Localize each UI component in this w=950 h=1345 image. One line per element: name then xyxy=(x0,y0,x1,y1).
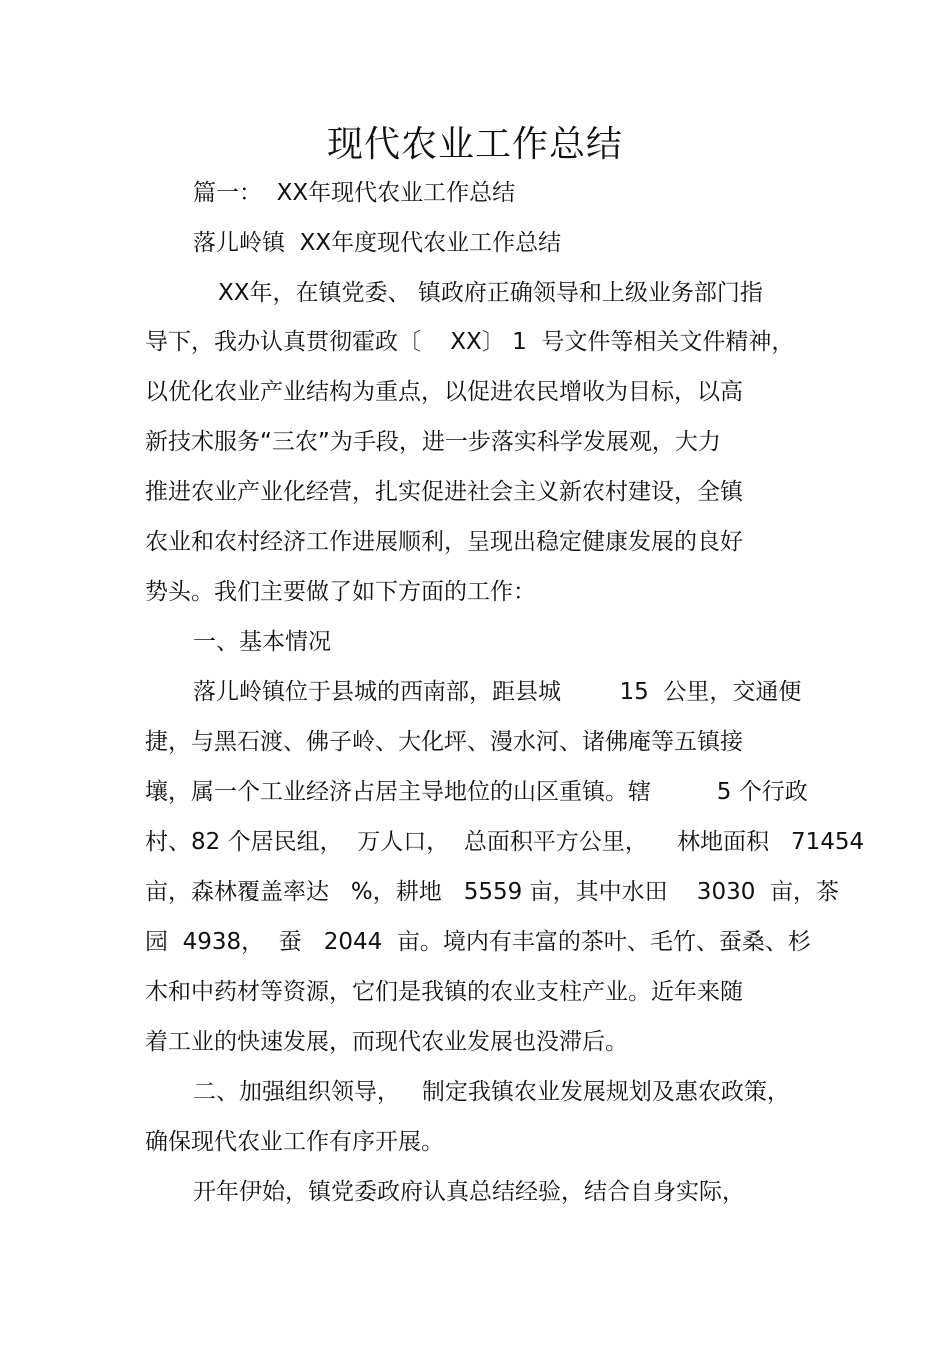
paragraph-line: 以优化农业产业结构为重点，以促进农民增收为目标，以高 xyxy=(145,379,743,405)
paragraph-line: 木和中药材等资源，它们是我镇的农业支柱产业。近年来随 xyxy=(145,979,743,1005)
paragraph-line: 落儿岭镇位于县城的西南部，距县城 15 公里，交通便 xyxy=(193,679,802,705)
paragraph-line: 势头。我们主要做了如下方面的工作： xyxy=(145,579,536,605)
paragraph-line: 开年伊始，镇党委政府认真总结经验，结合自身实际， xyxy=(193,1179,745,1205)
document-heading: 落儿岭镇 XX年度现代农业工作总结 xyxy=(193,230,562,256)
paragraph-line: 导下，我办认真贯彻霍政〔 XX〕 1 号文件等相关文件精神， xyxy=(145,329,795,355)
paragraph-line: XX年，在镇党委、 镇政府正确领导和上级业务部门指 xyxy=(218,280,763,306)
document-title: 现代农业工作总结 xyxy=(326,124,623,165)
section-heading-organization: 二、加强组织领导， 制定我镇农业发展规划及惠农政策， xyxy=(193,1079,790,1105)
paragraph-line: 农业和农村经济工作进展顺利，呈现出稳定健康发展的良好 xyxy=(145,529,743,555)
paragraph-line: 推进农业产业化经营，扎实促进社会主义新农村建设，全镇 xyxy=(145,479,743,505)
paragraph-line: 新技术服务“三农”为手段，进一步落实科学发展观，大力 xyxy=(145,429,721,455)
paragraph-line: 捷，与黑石渡、佛子岭、大化坪、漫水河、诸佛庵等五镇接 xyxy=(145,729,743,755)
paragraph-line: 壤，属一个工业经济占居主导地位的山区重镇。辖 5 个行政 xyxy=(145,779,808,805)
paragraph-line: 亩，森林覆盖率达 %，耕地 5559 亩，其中水田 3030 亩，茶 xyxy=(145,879,839,905)
paragraph-line: 村、82 个居民组， 万人口， 总面积平方公里， 林地面积 71454 xyxy=(145,829,865,855)
section-heading-basic: 一、基本情况 xyxy=(193,629,331,655)
document-subtitle: 篇一： XX年现代农业工作总结 xyxy=(193,180,516,206)
paragraph-line: 确保现代农业工作有序开展。 xyxy=(145,1129,444,1155)
paragraph-line: 园 4938， 蚕 2044 亩。境内有丰富的茶叶、毛竹、蚕桑、杉 xyxy=(145,929,811,955)
paragraph-line: 着工业的快速发展，而现代农业发展也没滞后。 xyxy=(145,1029,628,1055)
